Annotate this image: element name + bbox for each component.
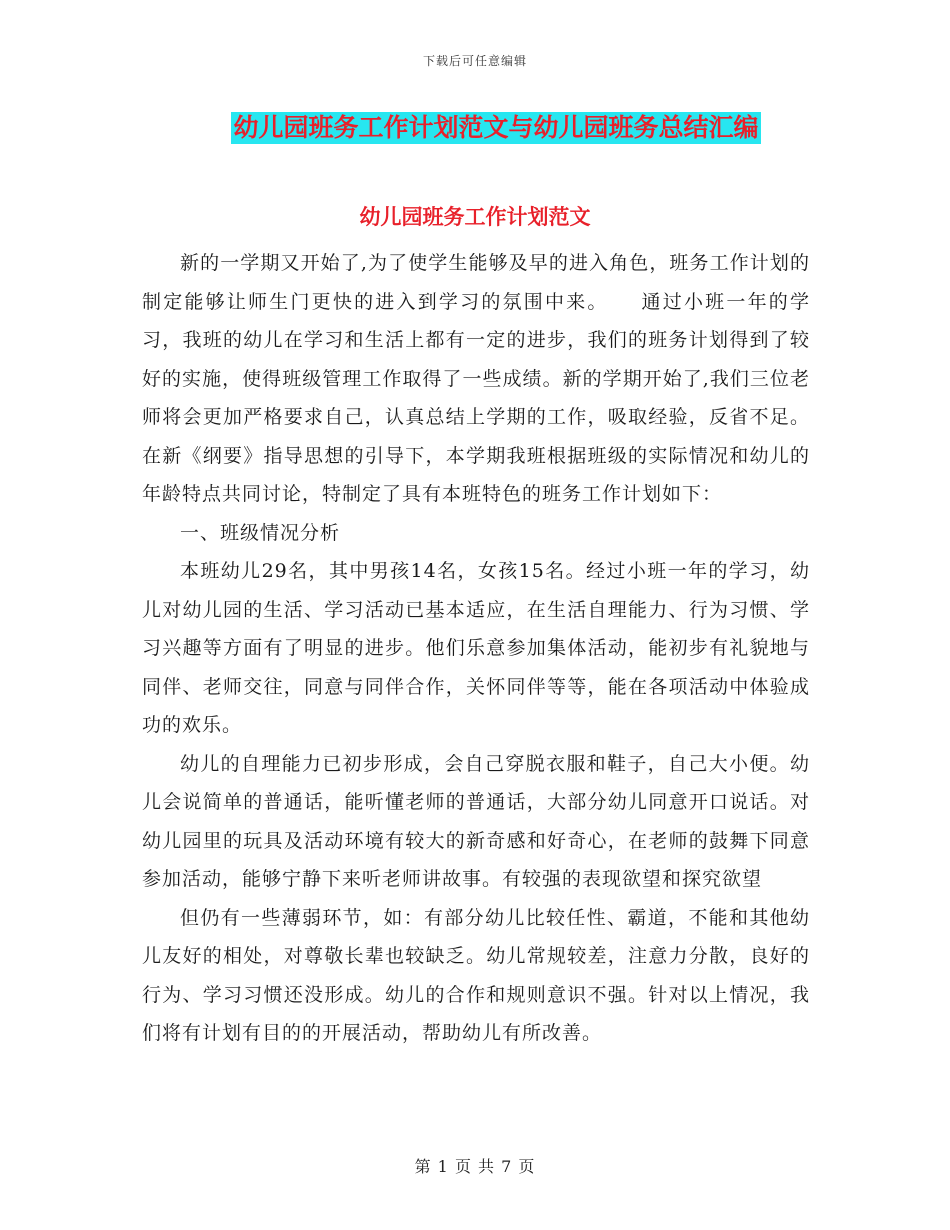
header-note: 下载后可任意编辑 <box>422 54 527 68</box>
section-title: 幼儿园班务工作计划范文 <box>359 204 591 229</box>
page-number: 第 1 页 共 7 页 <box>414 1157 536 1176</box>
document-body <box>142 244 810 1053</box>
paragraph-class-overview: 本班幼儿29名，其中男孩14名，女孩15名。经过小班一年的学习，幼儿对幼儿园的生活、学习活动已基本适应，在生活自理能力、行为习惯、学习兴趣等方面有了明显的进步。他们乐意参加集体活动，能初步有礼貌地与同伴、老师交往，同意与同伴合作，关怀同伴等等，能在各项活动中体验成功的欢乐。 <box>142 560 810 736</box>
main-title-wrap <box>0 112 950 144</box>
paragraph-self-care: 幼儿的自理能力已初步形成，会自己穿脱衣服和鞋子，自己大小便。幼儿会说简单的普通话，能听懂老师的普通话，大部分幼儿同意开口说话。对幼儿园里的玩具及活动环境有较大的新奇感和好奇心，在老师的鼓舞下同意参加活动，能够宁静下来听老师讲故事。有较强的表现欲望和探究欲望 <box>142 752 810 890</box>
paragraph-heading-class-analysis: 一、班级情况分析 <box>180 521 341 544</box>
paragraph-weaknesses: 但仍有一些薄弱环节，如：有部分幼儿比较任性、霸道，不能和其他幼儿友好的相处，对尊敬长辈也较缺乏。幼儿常规较差，注意力分散，良好的行为、学习习惯还没形成。幼儿的合作和规则意识不强。针对以上情况，我们将有计划有目的的开展活动，帮助幼儿有所改善。 <box>142 906 810 1044</box>
paragraph-intro: 新的一学期又开始了,为了使学生能够及早的进入角色，班务工作计划的制定能够让师生门更快的进入到学习的氛围中来。 通过小班一年的学习，我班的幼儿在学习和生活上都有一定的进步，我们的班务计划得到了较好的实施，使得班级管理工作取得了一些成绩。新的学期开始了,我们三位老师将会更加严格要求自己，认真总结上学期的工作，吸取经验，反省不足。在新《纲要》指导思想的引导下，本学期我班根据班级的实际情况和幼儿的年龄特点共同讨论，特制定了具有本班特色的班务工作计划如下： <box>142 252 810 505</box>
document-title: 幼儿园班务工作计划范文与幼儿园班务总结汇编 <box>233 113 759 142</box>
